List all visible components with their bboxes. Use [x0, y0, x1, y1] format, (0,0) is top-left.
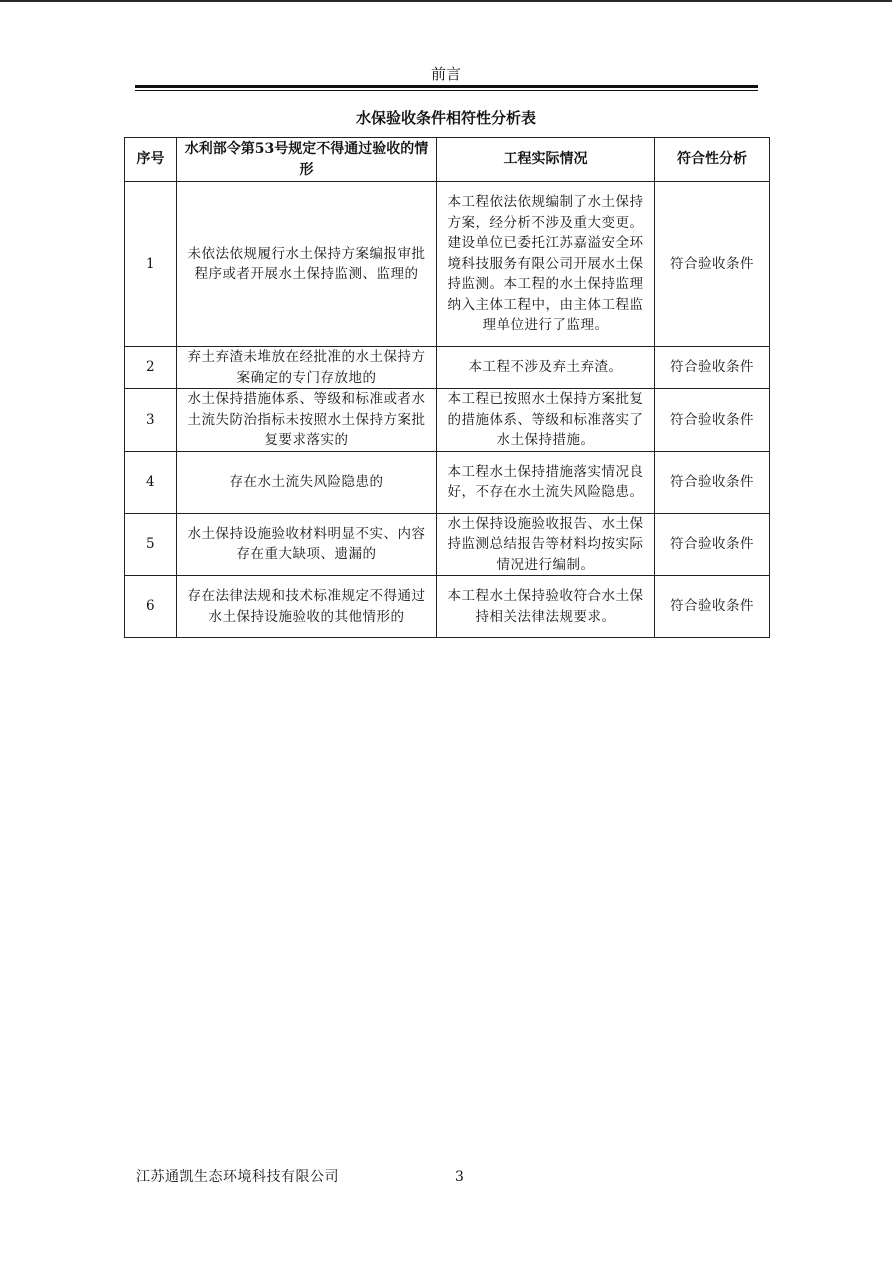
actual-cell: 本工程水土保持措施落实情况良好，不存在水土流失风险隐患。	[437, 451, 655, 513]
actual-cell: 本工程不涉及弃土弃渣。	[437, 347, 655, 389]
table-row	[125, 182, 770, 347]
result-cell: 符合验收条件	[655, 347, 770, 389]
footer-company-name: 江苏通凯生态环境科技有限公司	[136, 1169, 339, 1185]
actual-cell: 本工程依法依规编制了水土保持方案，经分析不涉及重大变更。建设单位已委托江苏嘉溢安全环境科技服务有限公司开展水土保持监测。本工程的水土保持监理纳入主体工程中，由主体工程监理单位进行了监理。	[437, 182, 655, 347]
running-header: 前言	[430, 65, 461, 83]
table-row	[125, 513, 770, 576]
condition-cell: 存在水土流失风险隐患的	[177, 451, 437, 513]
header-rule-thin	[135, 90, 758, 91]
result-cell: 符合验收条件	[655, 182, 770, 347]
result-cell: 符合验收条件	[655, 513, 770, 576]
condition-cell: 水土保持设施验收材料明显不实、内容存在重大缺项、遗漏的	[177, 513, 437, 576]
row-number: 3	[125, 389, 177, 452]
table-row	[125, 576, 770, 638]
actual-cell: 本工程已按照水土保持方案批复的措施体系、等级和标准落实了水土保持措施。	[437, 389, 655, 452]
row-number: 2	[125, 347, 177, 389]
row-number: 4	[125, 451, 177, 513]
row-number: 6	[125, 576, 177, 638]
condition-cell: 存在法律法规和技术标准规定不得通过水土保持设施验收的其他情形的	[177, 576, 437, 638]
actual-cell: 水土保持设施验收报告、水土保持监测总结报告等材料均按实际情况进行编制。	[437, 513, 655, 576]
row-number: 1	[125, 182, 177, 347]
table-row	[125, 451, 770, 513]
result-cell: 符合验收条件	[655, 576, 770, 638]
table-title: 水保验收条件相符性分析表	[355, 109, 536, 127]
table-row	[125, 347, 770, 389]
compliance-analysis-table	[124, 137, 770, 638]
condition-cell: 未依法依规履行水土保持方案编报审批程序或者开展水土保持监测、监理的	[177, 182, 437, 347]
page-number: 3	[455, 1169, 464, 1185]
table-header-row	[125, 138, 770, 182]
condition-cell: 弃土弃渣未堆放在经批准的水土保持方案确定的专门存放地的	[177, 347, 437, 389]
table-row	[125, 389, 770, 452]
column-header-result: 符合性分析	[655, 138, 770, 182]
result-cell: 符合验收条件	[655, 389, 770, 452]
condition-cell: 水土保持措施体系、等级和标准或者水土流失防治指标未按照水土保持方案批复要求落实的	[177, 389, 437, 452]
actual-cell: 本工程水土保持验收符合水土保持相关法律法规要求。	[437, 576, 655, 638]
result-cell: 符合验收条件	[655, 451, 770, 513]
header-rule	[135, 85, 758, 88]
column-header-no: 序号	[125, 138, 177, 182]
row-number: 5	[125, 513, 177, 576]
column-header-actual: 工程实际情况	[437, 138, 655, 182]
column-header-condition: 水利部令第53号规定不得通过验收的情形	[177, 138, 437, 182]
page-top-edge	[0, 0, 892, 2]
